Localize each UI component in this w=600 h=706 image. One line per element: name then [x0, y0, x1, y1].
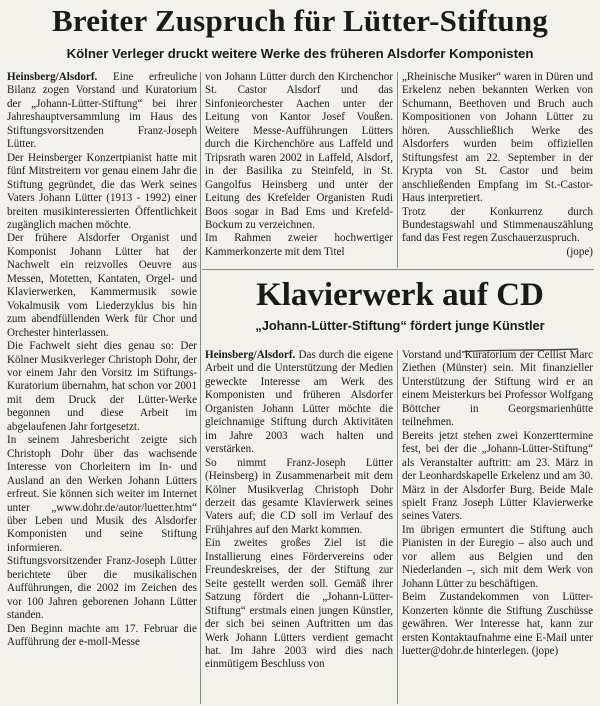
paragraph: Heinsberg/Alsdorf. Das durch die eigene Arbeit und die Unterstützung der Medien geweckte Interesse am Werk des Komponisten und früheren Alsdorfer Organisten Johann Lütter möchte die gleichnamige Stiftung durch Aktivitäten im Jahre 2003 wach halten und verstärken. — [205, 349, 393, 456]
article1-column-1 — [7, 71, 197, 705]
article1-headline: Breiter Zuspruch für Lütter-Stiftung — [51, 3, 549, 38]
column-divider-1 — [200, 72, 201, 704]
paragraph: Der Heinsberger Konzertpianist hatte mit fünf Mitstreitern vor genau einem Jahr die Stiftung gegründet, die das Werk seines Vaters Johann Lütter (1913 - 1992) einer breiten musikinteressierten Öffentlichkeit zugänglich machen möchte. — [7, 151, 197, 231]
article2-column-1 — [205, 349, 393, 705]
paragraph: „Rheinische Musiker“ waren in Düren und Erkelenz neben bekannten Werken von Schumann, Beethoven und Bruch auch Kompositionen von Johann Lütter zu hören. Ausschließlich Werke des Alsdorfers wurden beim offiziellen Stiftungsfest am 22. September in der Krypta von St. Castor und beim anschließenden Empfang im St.-Castor-Haus interpretiert. — [402, 71, 593, 205]
paragraph: Beim Zustandekommen von Lütter-Konzerten könnte die Stiftung Zuschüsse gewähren. Wer Interesse hat, kann zur ersten Kontaktaufnahme eine E-Mail unter luetter@dohr.de hinterlegen. (jope) — [402, 591, 593, 657]
paragraph: Den Beginn machte am 17. Februar die Aufführung der e-moll-Messe — [7, 622, 197, 649]
paragraph: So nimmt Franz-Joseph Lütter (Heinsberg) in Zusammenarbeit mit dem Kölner Musikverlag Christoph Dohr derzeit das gesamte Klavierwerk seines Vaters auf; die CD soll im Verlauf des Frühjahres auf den Markt kommen. — [205, 456, 393, 536]
article1-column-3 — [402, 71, 593, 258]
paragraph: In seinem Jahresbericht zeigte sich Christoph Dohr über das wachsende Interesse von Chorleitern im In- und Ausland an den Werken Johann Lütters erfreut. Sie können sich weiter im Internet unter „www.dohr.de/autor/luetter.htm“ über Leben und Musik des Alsdorfer Komponisten und seine Stiftung informieren. — [7, 434, 197, 554]
paragraph: Vorstand und Kuratorium der Cellist Marc Ziethen (Münster) sein. Mit finanzieller Unterstützung der Stiftung wird er an einem Meisterkurs bei Professor Wolfgang Böttcher in Georgsmarienhütte teilnehmen. — [402, 349, 593, 429]
article2-headline: Klavierwerk auf CD — [256, 277, 544, 313]
article2-subheadline: „Johann-Lütter-Stiftung“ fördert junge Künstler — [255, 318, 545, 333]
dateline: Heinsberg/Alsdorf. — [7, 71, 98, 83]
article1-subheadline: Kölner Verleger druckt weitere Werke des früheren Alsdorfer Komponisten — [66, 46, 534, 61]
paragraph: Im übrigen ermuntert die Stiftung auch Pianisten in der Euregio – also auch und vor allem aus Belgien und den Niederlanden –, sich mit dem Werk von Johann Lütter zu beschäftigen. — [402, 523, 593, 590]
paragraph: von Johann Lütter durch den Kirchenchor St. Castor Alsdorf und das Sinfonieorchester Aachen unter der Leitung von Kantor Josef Voußen. Weitere Messe-Aufführungen Lütters durch die Kirchenchöre aus Laffeld und Tripsrath waren 2002 in Laffeld, Alsdorf, in der Basilika zu Steinfeld, in St. Gangolfus Heinsberg und unter der Leitung des Krefelder Organisten Rudi Boos sogar in Bad Ems und Krefeld-Bockum zu verzeichnen. — [205, 71, 393, 231]
paragraph: Bereits jetzt stehen zwei Konzerttermine fest, bei der die „Johann-Lütter-Stiftung“ als Veranstalter auftritt: am 23. März in der Leonhardskapelle Erkelenz und am 30. März in der Alsdorfer Burg. Beide Male spielt Franz Joseph Lütter Klavierwerke seines Vaters. — [402, 429, 593, 523]
author-initials: (jope) — [531, 644, 559, 657]
paragraph: Der frühere Alsdorfer Organist und Komponist Johann Lütter hat der Nachwelt ein reizvolles Oeuvre aus Messen, Motetten, Kantaten, Orgel- und Klavierwerken, Kammermusik sowie Vokalmusik vom Liederzyklus bis hin zum abendfüllenden Werk für Chor und Orchester hinterlassen. — [7, 232, 197, 339]
paragraph: Die Fachwelt sieht dies genau so: Der Kölner Musikverleger Christoph Dohr, der vor einem Jahr den Vorsitz im Stiftungs-Kuratorium übernahm, hat schon vor 2001 mit dem Druck der Lütter-Werke begonnen und diese Arbeit im abgelaufenen Jahr fortgesetzt. — [7, 340, 197, 433]
dateline: Heinsberg/Alsdorf. — [205, 349, 296, 361]
column-divider-2 — [397, 72, 398, 268]
article2-column-2 — [402, 349, 593, 705]
article1-column-2 — [205, 71, 393, 258]
paragraph: Stiftungsvorsitzender Franz-Joseph Lütter berichtete über die musikalischen Aufführungen, die 2002 im Zeichen des vor 100 Jahren geborenen Johann Lütter standen. — [7, 555, 197, 622]
paragraph: Trotz der Konkurrenz durch Bundestagswahl und Stimmenauszählung fand das Fest regen Zuschauerzuspruch. — [402, 205, 593, 245]
paragraph: Ein zweites großes Ziel ist die Installierung eines Fördervereins oder Freundeskreises, der der Stiftung zur Seite gestellt werden soll. Gemäß ihrer Satzung fördert die „Johann-Lütter-Stiftung“ erstmals einen jungen Künstler, der sich bei seinen Auftritten um das Werk Johann Lütters verdient gemacht hat. Im Jahre 2003 wird dies nach einmütigem Beschluss von — [205, 537, 393, 671]
author-initials: (jope) — [566, 245, 593, 258]
paragraph: Im Rahmen zweier hochwertiger Kammerkonzerte mit dem Titel — [205, 232, 393, 258]
paragraph: Heinsberg/Alsdorf. Eine erfreuliche Bilanz zogen Vorstand und Kuratorium der „Johann-Lütter-Stiftung“ bei ihrer Jahreshauptversammlung im Haus des Stiftungsvorsitzenden Franz-Joseph Lütter. — [7, 71, 197, 151]
article-separator — [202, 269, 594, 270]
column-divider-3 — [397, 350, 398, 704]
